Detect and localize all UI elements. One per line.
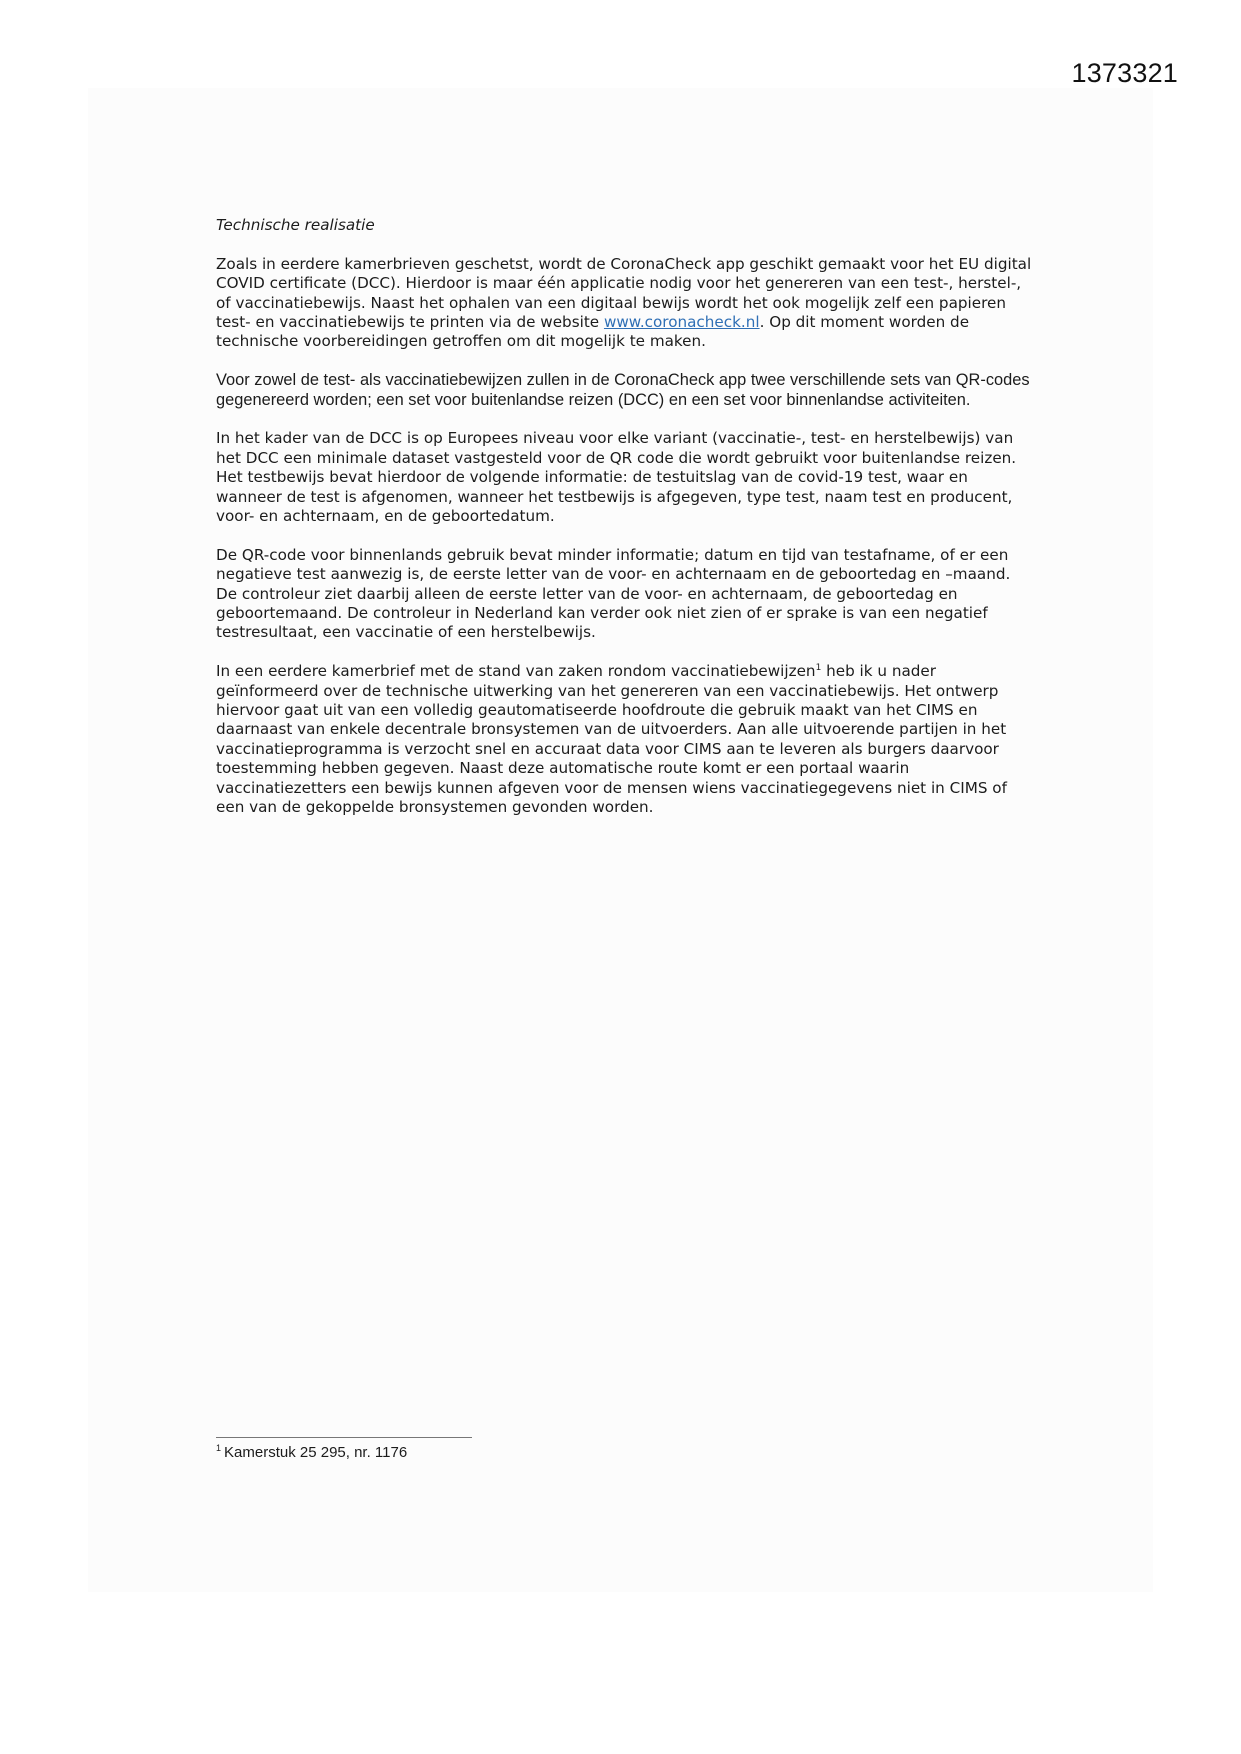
footnote-reference[interactable]: 1 (815, 663, 822, 674)
footnote-text: Kamerstuk 25 295, nr. 1176 (224, 1444, 408, 1461)
footnote-number: 1 (216, 1443, 222, 1453)
document-id: 1373321 (1071, 58, 1178, 88)
document-body (216, 216, 1036, 837)
paragraph-5-text-end: heb ik u nader geïnformeerd over de technische uitwerking van het genereren van een vaccinatiebewijs. Het ontwerp hiervoor gaat uit van een volledig geautomatiseerde hoofdroute die gebruik maakt van het CIMS en daarnaast van enkele decentrale bronsystemen van de uitvoerders. Aan alle uitvoerende partijen in het vaccinatieprogramma is verzocht snel en accuraat data voor CIMS aan te leveren als burgers daarvoor toestemming hebben gegeven. Naast deze automatische route komt er een portaal waarin vaccinatiezetters een bewijs kunnen afgeven voor de mensen wiens vaccinatiegegevens niet in CIMS of een van de gekoppelde bronsystemen gevonden worden. (216, 662, 1007, 817)
paragraph-4: De QR-code voor binnenlands gebruik bevat minder informatie; datum en tijd van testafname, of er een negatieve test aanwezig is, de eerste letter van de voor- en achternaam en de geboortedag en –maand. De controleur ziet daarbij alleen de eerste letter van de voor- en achternaam, de geboortedag en geboortemaand. De controleur in Nederland kan verder ook niet zien of er sprake is van een negatief testresultaat, een vaccinatie of een herstelbewijs. (216, 545, 1011, 642)
paragraph-1-text-end: . Op dit moment worden de technische voorbereidingen getroffen om dit mogelijk te maken. (216, 313, 970, 351)
paragraph-1 (216, 255, 1036, 352)
section-heading: Technische realisatie (216, 216, 375, 234)
paragraph-2: Voor zowel de test- als vaccinatiebewijzen zullen in de CoronaCheck app twee verschillende sets van QR-codes gegenereerd worden; een set voor buitenlandse reizen (DCC) en een set voor binnenlandse activiteiten. (216, 371, 1030, 409)
paragraph-5-text: In een eerdere kamerbrief met de stand van zaken rondom vaccinatiebewijzen (216, 662, 816, 681)
paragraph-1-text: Zoals in eerdere kamerbrieven geschetst, wordt de CoronaCheck app geschikt gemaakt voor het EU digital COVID certificate (DCC). Hierdoor is maar één applicatie nodig voor het genereren van een test-, herstel-, of vaccinatiebewijs. Naast het ophalen van een digitaal bewijs wordt het ook mogelijk zelf een papieren test- en vaccinatiebewijs te printen via de website (216, 254, 1032, 332)
paragraph-5 (216, 662, 1036, 817)
footnote (216, 1444, 407, 1461)
footnote-divider (216, 1437, 472, 1438)
coronacheck-website-link[interactable]: www.coronacheck.nl (603, 313, 760, 332)
paragraph-3: In het kader van de DCC is op Europees niveau voor elke variant (vaccinatie-, test- en herstelbewijs) van het DCC een minimale dataset vastgesteld voor de QR code die wordt gebruikt voor buitenlandse reizen. Het testbewijs bevat hierdoor de volgende informatie: de testuitslag van de covid-19 test, waar en wanneer de test is afgenomen, wanneer het testbewijs is afgegeven, type test, naam test en producent, voor- en achternaam, en de geboortedatum. (216, 429, 1017, 526)
